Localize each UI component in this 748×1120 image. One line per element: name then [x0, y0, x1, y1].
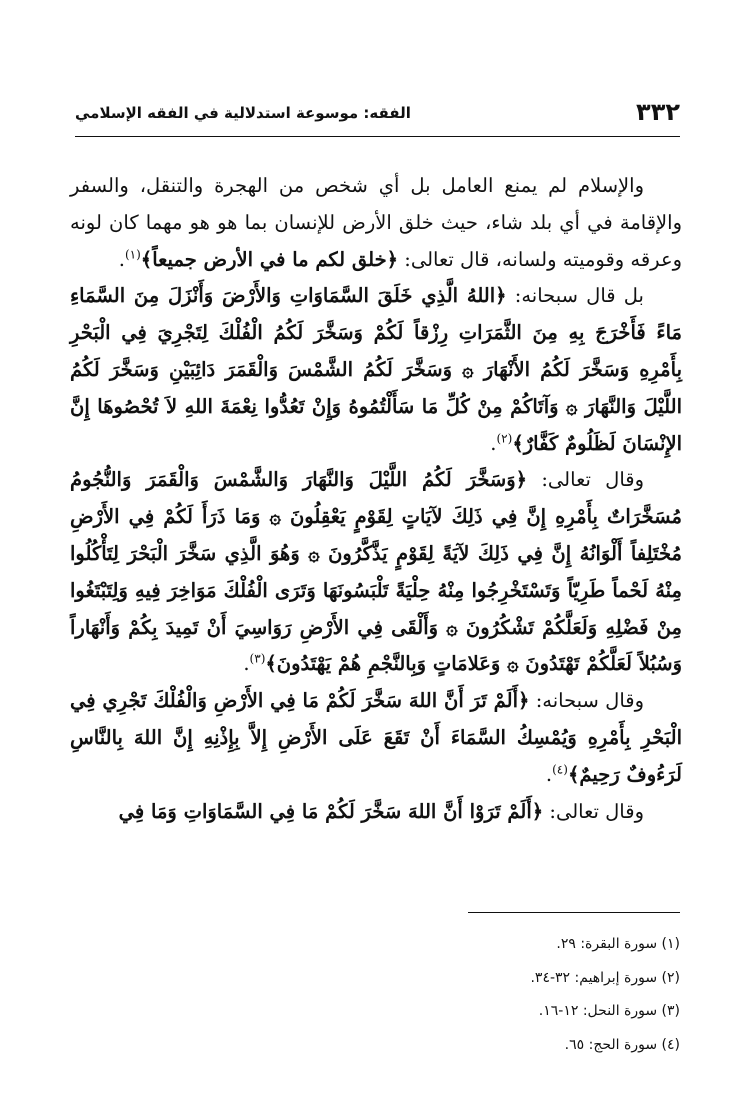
- paragraph-3: [70, 462, 682, 683]
- footnote-3: (٣) سورة النحل: ١٢-١٦.: [538, 1003, 680, 1019]
- paragraph-4: [70, 683, 682, 793]
- page-number: ٣٣٢: [636, 98, 680, 126]
- footnote-marker: (٤): [552, 762, 568, 777]
- paragraph-end: .: [545, 762, 553, 786]
- paragraph-text: وقال تعالى:: [543, 799, 644, 823]
- quran-verse: ﴿وَسَخَّرَ لَكُمُ اللَّيْلَ وَالنَّهَارَ وَالشَّمْسَ وَالْقَمَرَ وَالنُّجُومُ مُسَخَّرَاتٌ بِأَمْرِهِ إِنَّ فِي ذَلِكَ لآيَاتٍ لِقَوْمٍ يَعْقِلُونَ ۞ وَمَا ذَرَأَ لَكُمْ فِي الأَرْضِ مُخْتَلِفاً أَلْوَانُهُ إِنَّ فِي ذَلِكَ لآيَةً لِقَوْمٍ يَذَّكَّرُونَ ۞ وَهُوَ الَّذِي سَخَّرَ الْبَحْرَ لِتَأْكُلُوا مِنْهُ لَحْماً طَرِيّاً وَتَسْتَخْرِجُوا مِنْهُ حِلْيَةً تَلْبَسُونَهَا وَتَرَى الْفُلْكَ مَوَاخِرَ فِيهِ وَلِتَبْتَغُوا مِنْ فَضْلِهِ وَلَعَلَّكُمْ تَشْكُرُونَ ۞ وَأَلْقَى فِي الأَرْضِ رَوَاسِيَ أَنْ تَمِيدَ بِكُمْ وَأَنْهَاراً وَسُبُلاً لَعَلَّكُمْ تَهْتَدُونَ ۞ وَعَلامَاتٍ وَبِالنَّجْمِ هُمْ يَهْتَدُونَ﴾: [70, 468, 682, 676]
- footnotes: [180, 928, 680, 1062]
- footnote-2: (٢) سورة إبراهيم: ٣٢-٣٤.: [530, 969, 680, 986]
- paragraph-end: .: [118, 247, 125, 271]
- running-title: الفقه: موسوعة استدلالية في الفقه الإسلامي: [75, 104, 411, 122]
- footnote-marker: (٢): [496, 431, 513, 446]
- page-header: [75, 92, 680, 132]
- paragraph-text: والإسلام لم يمنع العامل بل أي شخص من الهجرة والتنقل، والسفر والإقامة في أي بلد شاء، حيث خلق الأرض للإنسان بما هو هو مهما كان لونه وعرقه وقوميته ولسانه، قال تعالى:: [70, 174, 682, 271]
- paragraph-2: [70, 278, 682, 462]
- paragraph-text: بل قال سبحانه:: [506, 284, 644, 308]
- paragraph-end: .: [490, 431, 497, 455]
- paragraph-5: [70, 794, 682, 831]
- paragraph-text: وقال تعالى:: [527, 468, 644, 492]
- header-divider: [75, 136, 680, 137]
- quran-verse: ﴿خلق لكم ما في الأرض جميعاً﴾: [140, 247, 399, 271]
- footnote-marker: (١): [124, 247, 141, 262]
- footnote-1: (١) سورة البقرة: ٢٩.: [556, 936, 680, 952]
- footnote-marker: (٣): [249, 651, 266, 666]
- paragraph-text: وقال سبحانه:: [529, 689, 645, 713]
- quran-verse: ﴿اللهُ الَّذِي خَلَقَ السَّمَاوَاتِ وَالأَرْضَ وَأَنْزَلَ مِنَ السَّمَاءِ مَاءً فَأَخْرَجَ بِهِ مِنَ الثَّمَرَاتِ رِزْقاً لَكُمْ وَسَخَّرَ لَكُمُ الْفُلْكَ لِتَجْرِيَ فِي الْبَحْرِ بِأَمْرِهِ وَسَخَّرَ لَكُمُ الأَنْهَارَ ۞ وَسَخَّرَ لَكُمُ الشَّمْسَ وَالْقَمَرَ دَائِبَيْنِ وَسَخَّرَ لَكُمُ اللَّيْلَ وَالنَّهَارَ ۞ وَآتَاكُمْ مِنْ كُلِّ مَا سَأَلْتُمُوهُ وَإِنْ تَعُدُّوا نِعْمَةَ اللهِ لاَ تُحْصُوهَا إِنَّ الإِنْسَانَ لَظَلُومٌ كَفَّارٌ﴾: [70, 284, 682, 455]
- paragraph-1: [70, 168, 682, 278]
- main-text: [70, 168, 682, 830]
- paragraph-end: .: [243, 652, 250, 676]
- footnote-divider: [468, 912, 680, 913]
- quran-verse: ﴿أَلَمْ تَرَوْا أَنَّ اللهَ سَخَّرَ لَكُمْ مَا فِي السَّمَاوَاتِ وَمَا فِي: [118, 799, 544, 823]
- quran-verse: ﴿أَلَمْ تَرَ أَنَّ اللهَ سَخَّرَ لَكُمْ مَا فِي الأَرْضِ وَالْفُلْكَ تَجْرِي فِي الْبَحْرِ بِأَمْرِهِ وَيُمْسِكُ السَّمَاءَ أَنْ تَقَعَ عَلَى الأَرْضِ إِلاَّ بِإِذْنِهِ إِنَّ اللهَ بِالنَّاسِ لَرَءُوفٌ رَحِيمٌ﴾: [70, 689, 682, 786]
- footnote-4: (٤) سورة الحج: ٦٥.: [564, 1036, 680, 1053]
